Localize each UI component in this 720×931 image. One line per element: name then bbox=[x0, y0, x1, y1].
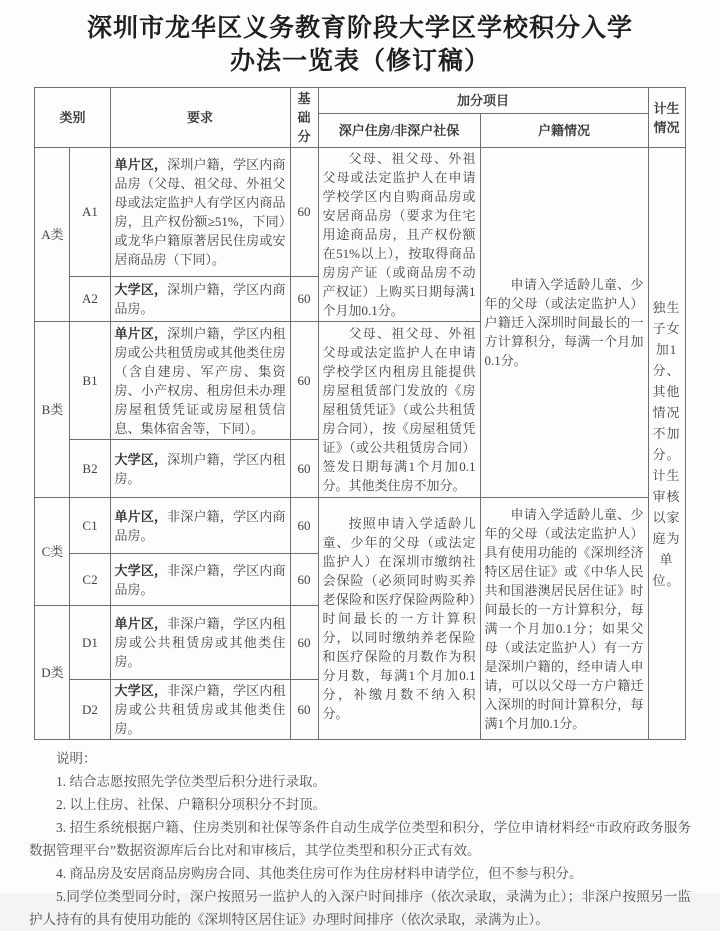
code-a2: A2 bbox=[70, 276, 110, 321]
header-requirement: 要求 bbox=[110, 88, 290, 148]
header-category: 类别 bbox=[35, 88, 110, 148]
requirement-b2-text: 深圳户籍，学区内租房。 bbox=[114, 451, 286, 486]
header-bonus-hukou: 户籍情况 bbox=[480, 113, 648, 147]
bonus-hukou-cd: 申请入学适龄儿童、少年的父母（或法定监护人）具有使用功能的《深圳经济特区居住证》或《中华人民共和国港澳居民居住证》时间最长的一方计算积分，每满一个月加0.1分；如果父母（或法定监护人）有一方是深圳户籍的，经申请人申请，可以以父母一方户籍迁入深圳的时间计算积分，每满1个月加0.1分。 bbox=[480, 498, 648, 740]
code-c1: C1 bbox=[70, 498, 110, 554]
requirement-c1-prefix: 单片区， bbox=[114, 508, 168, 524]
base-score-c2: 60 bbox=[290, 554, 318, 606]
code-b1: B1 bbox=[70, 322, 110, 440]
base-score-c1: 60 bbox=[290, 498, 318, 554]
category-d: D类 bbox=[35, 606, 70, 740]
header-base-score: 基础分 bbox=[290, 88, 318, 148]
requirement-a2-prefix: 大学区， bbox=[114, 281, 168, 297]
page-title-line2: 办法一览表（修订稿） bbox=[229, 47, 490, 75]
requirement-a2 bbox=[110, 276, 290, 321]
requirement-a1-prefix: 单片区， bbox=[114, 156, 168, 172]
requirement-b1 bbox=[110, 322, 290, 440]
category-b: B类 bbox=[35, 322, 70, 498]
notes-label: 说明： bbox=[56, 751, 97, 766]
requirement-a1-text: 深圳户籍，学区内商品房（父母、祖父母、外祖父母或法定监护人有学区内商品房，且产权份额≥51%，下同）或龙华户籍原著居民住房或安居商品房（下同）。 bbox=[114, 156, 286, 267]
base-score-b2: 60 bbox=[290, 440, 318, 498]
notes-section bbox=[29, 747, 691, 931]
requirement-c2 bbox=[110, 554, 290, 606]
requirement-a2-text: 深圳户籍，学区内商品房。 bbox=[114, 281, 286, 316]
requirement-b2 bbox=[110, 440, 290, 498]
base-score-a1: 60 bbox=[290, 148, 318, 277]
requirement-c2-prefix: 大学区， bbox=[114, 562, 168, 578]
base-score-b1: 60 bbox=[290, 322, 318, 440]
requirement-c2-text: 非深户籍，学区内商品房。 bbox=[114, 562, 286, 597]
header-bonus-group: 加分项目 bbox=[318, 88, 648, 114]
requirement-d2-text: 非深户籍，学区内租房或公共租赁房或其他类住房。 bbox=[114, 683, 286, 736]
page-title-line1: 深圳市龙华区义务教育阶段大学区学校积分入学 bbox=[86, 14, 633, 42]
note-item-2: 2. 以上住房、社保、户籍积分项积分不封顶。 bbox=[56, 797, 326, 812]
requirement-d2 bbox=[110, 680, 290, 740]
bonus-housing-a: 父母、祖父母、外祖父母或法定监护人在申请学校学区内自购商品房或安居商品房（要求为住宅用途商品房，且产权份额在51%以上），按取得商品房房产证（或商品房不动产权证）上购买日期每满1个月加0.1分。 bbox=[318, 148, 480, 322]
table-row-a1 bbox=[35, 148, 685, 277]
header-bonus-housing: 深户住房/非深户社保 bbox=[318, 113, 480, 147]
note-item-1: 1. 结合志愿按照先学位类型后积分进行录取。 bbox=[56, 774, 326, 789]
requirement-b1-text: 深圳户籍，学区内租房或公共租赁房或其他类住房（含自建房、军产房、集资房、小产权房、租房但未办理房屋租赁凭证或房屋租赁信息、集体宿舍等，下同）。 bbox=[114, 325, 286, 436]
code-b2: B2 bbox=[70, 440, 110, 498]
requirement-d2-prefix: 大学区， bbox=[114, 683, 168, 698]
header-family-planning: 计生情况 bbox=[648, 88, 685, 148]
page-title bbox=[0, 0, 720, 78]
requirement-d1 bbox=[110, 606, 290, 680]
note-item-4: 4. 商品房及安居商品房购房合同、其他类住房可作为住房材料申请学位，但不参与积分。 bbox=[56, 866, 583, 881]
requirement-a1 bbox=[110, 148, 290, 277]
requirement-d1-prefix: 单片区， bbox=[114, 616, 168, 631]
code-d1: D1 bbox=[70, 606, 110, 680]
requirement-c1 bbox=[110, 498, 290, 554]
base-score-a2: 60 bbox=[290, 276, 318, 321]
bonus-housing-cd: 按照申请入学适龄儿童、少年的父母（或法定监护人）在深圳市缴纳社会保险（必须同时购买养老保险和医疗保险两险种）时间最长的一方计算积分，以同时缴纳养老保险和医疗保险的月数作为积分月数，每满1个月加0.1分，补缴月数不纳入积分。 bbox=[318, 498, 480, 740]
base-score-d1: 60 bbox=[290, 606, 318, 680]
code-a1: A1 bbox=[70, 148, 110, 277]
table-row-c1 bbox=[35, 498, 685, 554]
code-d2: D2 bbox=[70, 680, 110, 740]
category-c: C类 bbox=[35, 498, 70, 606]
requirement-c1-text: 非深户籍，学区内商品房。 bbox=[114, 508, 286, 543]
requirement-b2-prefix: 大学区， bbox=[114, 451, 168, 467]
bonus-hukou-ab: 申请入学适龄儿童、少年的父母（或法定监护人）户籍迁入深圳时间最长的一方计算积分，每满一个月加0.1分。 bbox=[480, 148, 648, 498]
base-score-d2: 60 bbox=[290, 680, 318, 740]
requirement-d1-text: 非深户籍，学区内租房或公共租赁房或其他类住房。 bbox=[114, 616, 286, 669]
category-a: A类 bbox=[35, 148, 70, 322]
family-planning-note: 独生子女加1分、其他情况不加分。计生审核以家庭为单位。 bbox=[648, 148, 685, 740]
note-item-5: 5.同学位类型同分时，深户按照另一监护人的入深户时间排序（依次录取，录满为止）；非深户按照另一监护人持有的具有使用功能的《深圳特区居住证》办理时间排序（依次录取，录满为止）。 bbox=[29, 889, 691, 927]
score-table bbox=[34, 87, 685, 740]
requirement-b1-prefix: 单片区， bbox=[114, 325, 168, 341]
code-c2: C2 bbox=[70, 554, 110, 606]
bonus-housing-b: 父母、祖父母、外祖父母或法定监护人在申请学校学区内租房且能提供房屋租赁部门发放的《房屋租赁凭证》（或公共租赁房合同），按《房屋租赁凭证》（或公共租赁房合同）签发日期每满1个月加0.1分。其他类住房不加分。 bbox=[318, 322, 480, 498]
note-item-3: 3. 招生系统根据户籍、住房类别和社保等条件自动生成学位类型和积分，学位申请材料经“市政府政务服务数据管理平台”数据资源库后台比对和审核后，其学位类型和积分正式有效。 bbox=[29, 820, 691, 858]
